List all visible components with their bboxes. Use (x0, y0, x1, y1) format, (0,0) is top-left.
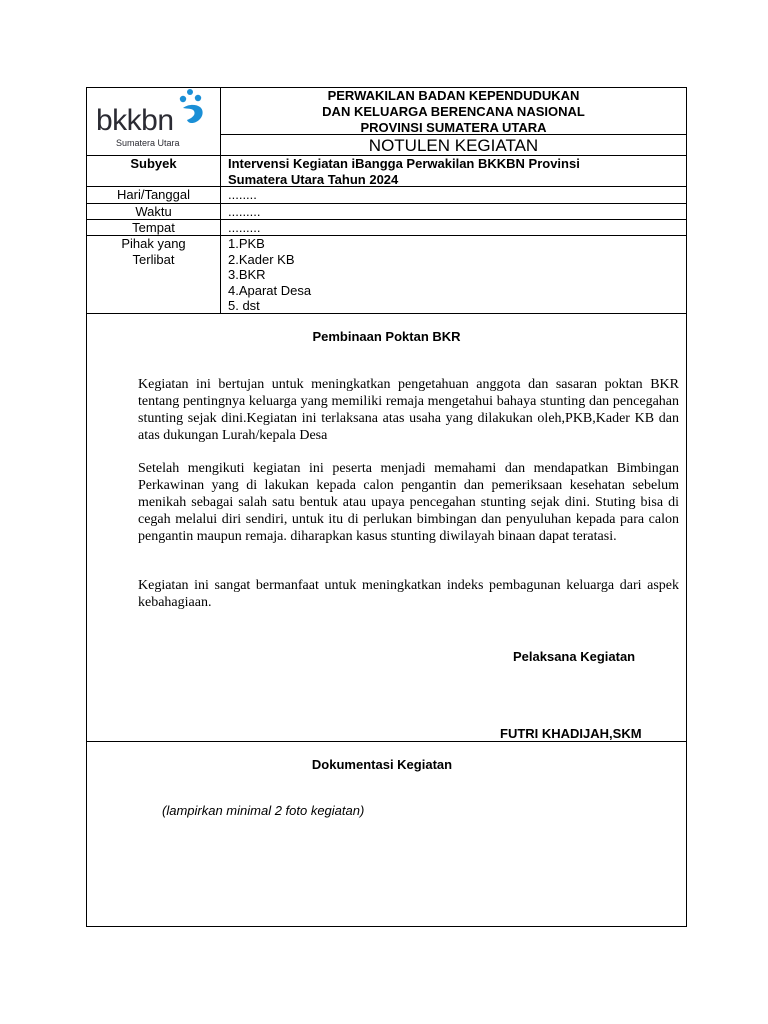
logo-wordmark: bkkbn (96, 104, 174, 137)
place-label: Tempat (132, 220, 175, 235)
time-value: ......... (228, 204, 261, 219)
documentation-title: Dokumentasi Kegiatan (311, 757, 453, 772)
executor-label: Pelaksana Kegiatan (513, 649, 636, 664)
body-paragraph: Setelah mengikuti kegiatan ini peserta menjadi memahami dan mendapatkan Bimbingan Perkawinan yang di lakukan kepada calon pengantin dan pemeriksaan kesehatan sebelum menikah sebagai salah satu bentuk atau upaya pencegahan stunting sejak dini. Stuting bisa di cegah melalui diri sendiri, untuk itu di perlukan bimbingan dan penyuluhan kepada para calon pengantin maupun remaja. diharapkan kasus stunting diwilayah binaan dapat teratasi. (138, 461, 679, 544)
parties-item: 4.Aparat Desa (228, 282, 312, 298)
logo-region: Sumatera Utara (116, 138, 180, 148)
bkkbn-logo (94, 88, 218, 148)
parties-label (87, 236, 220, 267)
parties-list (228, 236, 311, 314)
documentation-note: (lampirkan minimal 2 foto kegiatan) (162, 803, 365, 818)
table-border-right (686, 87, 687, 927)
executor-name: FUTRI KHADIJAH,SKM (500, 726, 642, 741)
org-line: DAN KELUARGA BERENCANA NASIONAL (322, 104, 585, 119)
date-label: Hari/Tanggal (117, 187, 190, 202)
parties-label-line: Pihak yang (121, 236, 186, 251)
date-value: ........ (228, 187, 257, 202)
subject-value-line: Intervensi Kegiatan iBangga Perwakilan BKKBN Provinsi (228, 156, 580, 171)
subject-value (228, 156, 683, 187)
section-title: Pembinaan Poktan BKR (312, 329, 461, 344)
table-border-bottom (86, 926, 687, 927)
org-name (221, 88, 686, 136)
bkkbn-logo-mark-icon (174, 88, 214, 128)
row-rule (86, 313, 687, 314)
parties-label-line: Terlibat (132, 251, 175, 267)
subject-label: Subyek (130, 156, 177, 171)
place-value: ......... (228, 220, 261, 235)
time-label: Waktu (135, 204, 172, 219)
parties-item: 5. dst (228, 298, 260, 313)
body-paragraph: Kegiatan ini sangat bermanfaat untuk meningkatkan indeks pembagunan keluarga dari aspek kebahagiaan. (138, 578, 679, 610)
parties-item: 2.Kader KB (228, 251, 295, 267)
document-title: NOTULEN KEGIATAN (368, 136, 539, 155)
body-paragraph: Kegiatan ini bertujan untuk meningkatkan pengetahuan anggota dan sasaran poktan BKR tentang pentingnya keluarga yang memiliki remaja mengetahui bahaya stunting dan pencegahan stunting sejak dini.Kegiatan ini terlaksana atas usaha yang dilakukan oleh,PKB,Kader KB dan atas dukungan Lurah/kepala Desa (138, 377, 679, 443)
parties-item: 1.PKB (228, 236, 265, 251)
org-line: PERWAKILAN BADAN KEPENDUDUKAN (327, 88, 580, 103)
org-line: PROVINSI SUMATERA UTARA (360, 120, 547, 135)
subject-value-line: Sumatera Utara Tahun 2024 (228, 171, 399, 187)
parties-item: 3.BKR (228, 267, 266, 282)
